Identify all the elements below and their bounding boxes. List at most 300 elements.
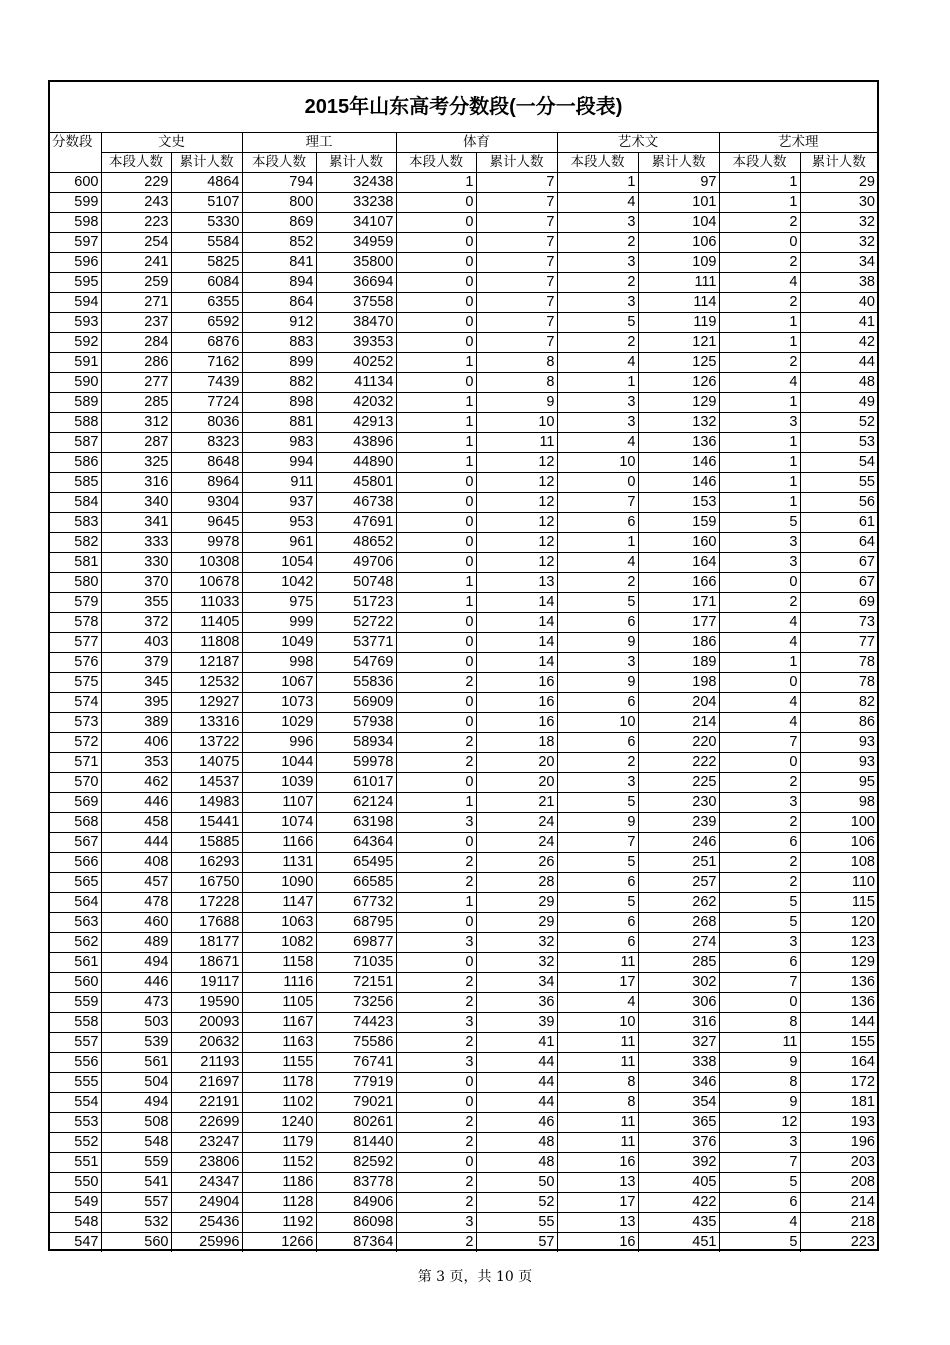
count-cell: 159 bbox=[638, 513, 719, 533]
sub-header-cumulative-count: 累计人数 bbox=[316, 153, 396, 173]
count-cell: 136 bbox=[800, 973, 877, 993]
count-cell: 0 bbox=[396, 253, 476, 273]
table-row bbox=[50, 233, 877, 253]
table-row bbox=[50, 1193, 877, 1213]
table-row bbox=[50, 453, 877, 473]
score-cell: 580 bbox=[50, 573, 101, 593]
count-cell: 54769 bbox=[316, 653, 396, 673]
count-cell: 54 bbox=[800, 453, 877, 473]
count-cell: 3 bbox=[557, 393, 638, 413]
count-cell: 508 bbox=[101, 1113, 171, 1133]
count-cell: 10 bbox=[557, 453, 638, 473]
count-cell: 10 bbox=[557, 713, 638, 733]
table-row bbox=[50, 813, 877, 833]
count-cell: 0 bbox=[396, 1073, 476, 1093]
count-cell: 1105 bbox=[242, 993, 316, 1013]
count-cell: 5 bbox=[557, 593, 638, 613]
score-cell: 576 bbox=[50, 653, 101, 673]
count-cell: 241 bbox=[101, 253, 171, 273]
count-cell: 1 bbox=[557, 373, 638, 393]
count-cell: 100 bbox=[800, 813, 877, 833]
count-cell: 237 bbox=[101, 313, 171, 333]
sub-header-segment-count: 本段人数 bbox=[242, 153, 316, 173]
count-cell: 345 bbox=[101, 673, 171, 693]
count-cell: 1063 bbox=[242, 913, 316, 933]
table-row bbox=[50, 873, 877, 893]
count-cell: 1166 bbox=[242, 833, 316, 853]
table-row bbox=[50, 773, 877, 793]
table-row bbox=[50, 1153, 877, 1173]
count-cell: 77919 bbox=[316, 1073, 396, 1093]
score-cell: 586 bbox=[50, 453, 101, 473]
count-cell: 2 bbox=[396, 993, 476, 1013]
count-cell: 11 bbox=[557, 1113, 638, 1133]
score-cell: 599 bbox=[50, 193, 101, 213]
count-cell: 1158 bbox=[242, 953, 316, 973]
count-cell: 0 bbox=[719, 753, 800, 773]
count-cell: 3 bbox=[719, 793, 800, 813]
count-cell: 243 bbox=[101, 193, 171, 213]
count-cell: 3 bbox=[557, 213, 638, 233]
count-cell: 29 bbox=[800, 173, 877, 193]
count-cell: 72151 bbox=[316, 973, 396, 993]
count-cell: 559 bbox=[101, 1153, 171, 1173]
count-cell: 395 bbox=[101, 693, 171, 713]
count-cell: 994 bbox=[242, 453, 316, 473]
table-row bbox=[50, 913, 877, 933]
count-cell: 42032 bbox=[316, 393, 396, 413]
count-cell: 355 bbox=[101, 593, 171, 613]
count-cell: 1 bbox=[719, 653, 800, 673]
count-cell: 327 bbox=[638, 1033, 719, 1053]
count-cell: 262 bbox=[638, 893, 719, 913]
count-cell: 4 bbox=[719, 1213, 800, 1233]
count-cell: 48652 bbox=[316, 533, 396, 553]
count-cell: 503 bbox=[101, 1013, 171, 1033]
count-cell: 0 bbox=[396, 233, 476, 253]
count-cell: 17688 bbox=[171, 913, 242, 933]
count-cell: 3 bbox=[719, 533, 800, 553]
count-cell: 6 bbox=[557, 913, 638, 933]
count-cell: 14 bbox=[476, 633, 557, 653]
count-cell: 1 bbox=[396, 893, 476, 913]
count-cell: 48 bbox=[800, 373, 877, 393]
count-cell: 0 bbox=[719, 233, 800, 253]
table-row bbox=[50, 333, 877, 353]
count-cell: 146 bbox=[638, 473, 719, 493]
count-cell: 24 bbox=[476, 833, 557, 853]
score-cell: 551 bbox=[50, 1153, 101, 1173]
count-cell: 2 bbox=[719, 773, 800, 793]
count-cell: 84906 bbox=[316, 1193, 396, 1213]
count-cell: 17 bbox=[557, 1193, 638, 1213]
count-cell: 136 bbox=[638, 433, 719, 453]
score-cell: 594 bbox=[50, 293, 101, 313]
count-cell: 40252 bbox=[316, 353, 396, 373]
table-row bbox=[50, 693, 877, 713]
count-cell: 4 bbox=[557, 993, 638, 1013]
table-row bbox=[50, 973, 877, 993]
count-cell: 95 bbox=[800, 773, 877, 793]
score-cell: 574 bbox=[50, 693, 101, 713]
count-cell: 1 bbox=[719, 193, 800, 213]
count-cell: 32 bbox=[800, 213, 877, 233]
count-cell: 19117 bbox=[171, 973, 242, 993]
count-cell: 171 bbox=[638, 593, 719, 613]
count-cell: 346 bbox=[638, 1073, 719, 1093]
count-cell: 104 bbox=[638, 213, 719, 233]
count-cell: 57 bbox=[476, 1233, 557, 1253]
count-cell: 12 bbox=[476, 553, 557, 573]
count-cell: 19590 bbox=[171, 993, 242, 1013]
count-cell: 16750 bbox=[171, 873, 242, 893]
score-cell: 557 bbox=[50, 1033, 101, 1053]
count-cell: 11033 bbox=[171, 593, 242, 613]
table-row bbox=[50, 353, 877, 373]
count-cell: 306 bbox=[638, 993, 719, 1013]
count-cell: 0 bbox=[396, 273, 476, 293]
count-cell: 1178 bbox=[242, 1073, 316, 1093]
count-cell: 101 bbox=[638, 193, 719, 213]
count-cell: 5 bbox=[557, 793, 638, 813]
count-cell: 316 bbox=[638, 1013, 719, 1033]
count-cell: 155 bbox=[800, 1033, 877, 1053]
table-row bbox=[50, 533, 877, 553]
sub-header-cumulative-count: 累计人数 bbox=[476, 153, 557, 173]
count-cell: 52 bbox=[476, 1193, 557, 1213]
count-cell: 53771 bbox=[316, 633, 396, 653]
count-cell: 230 bbox=[638, 793, 719, 813]
count-cell: 225 bbox=[638, 773, 719, 793]
table-row bbox=[50, 313, 877, 333]
count-cell: 462 bbox=[101, 773, 171, 793]
count-cell: 82592 bbox=[316, 1153, 396, 1173]
count-cell: 7162 bbox=[171, 353, 242, 373]
group-header-yishuli: 艺术理 bbox=[719, 133, 877, 153]
count-cell: 0 bbox=[396, 1093, 476, 1113]
count-cell: 10678 bbox=[171, 573, 242, 593]
score-cell: 556 bbox=[50, 1053, 101, 1073]
table-row bbox=[50, 1073, 877, 1093]
count-cell: 937 bbox=[242, 493, 316, 513]
count-cell: 286 bbox=[101, 353, 171, 373]
table-row bbox=[50, 753, 877, 773]
count-cell: 42913 bbox=[316, 413, 396, 433]
count-cell: 458 bbox=[101, 813, 171, 833]
count-cell: 1 bbox=[396, 593, 476, 613]
table-row bbox=[50, 653, 877, 673]
count-cell: 14 bbox=[476, 653, 557, 673]
count-cell: 864 bbox=[242, 293, 316, 313]
count-cell: 1 bbox=[396, 393, 476, 413]
count-cell: 1 bbox=[719, 433, 800, 453]
count-cell: 23247 bbox=[171, 1133, 242, 1153]
count-cell: 899 bbox=[242, 353, 316, 373]
count-cell: 4 bbox=[719, 273, 800, 293]
count-cell: 64 bbox=[800, 533, 877, 553]
count-cell: 983 bbox=[242, 433, 316, 453]
score-cell: 573 bbox=[50, 713, 101, 733]
count-cell: 1082 bbox=[242, 933, 316, 953]
count-cell: 1179 bbox=[242, 1133, 316, 1153]
score-cell: 562 bbox=[50, 933, 101, 953]
count-cell: 56 bbox=[800, 493, 877, 513]
count-cell: 223 bbox=[800, 1233, 877, 1253]
count-cell: 166 bbox=[638, 573, 719, 593]
count-cell: 65495 bbox=[316, 853, 396, 873]
count-cell: 2 bbox=[396, 1113, 476, 1133]
count-cell: 20 bbox=[476, 753, 557, 773]
count-cell: 961 bbox=[242, 533, 316, 553]
count-cell: 7 bbox=[557, 833, 638, 853]
count-cell: 4 bbox=[719, 713, 800, 733]
table-row bbox=[50, 993, 877, 1013]
count-cell: 489 bbox=[101, 933, 171, 953]
count-cell: 0 bbox=[557, 473, 638, 493]
score-cell: 581 bbox=[50, 553, 101, 573]
count-cell: 7439 bbox=[171, 373, 242, 393]
count-cell: 129 bbox=[638, 393, 719, 413]
count-cell: 1054 bbox=[242, 553, 316, 573]
count-cell: 0 bbox=[396, 313, 476, 333]
count-cell: 3 bbox=[557, 293, 638, 313]
count-cell: 341 bbox=[101, 513, 171, 533]
count-cell: 38470 bbox=[316, 313, 396, 333]
score-cell: 579 bbox=[50, 593, 101, 613]
count-cell: 13 bbox=[557, 1213, 638, 1233]
count-cell: 6355 bbox=[171, 293, 242, 313]
count-cell: 196 bbox=[800, 1133, 877, 1153]
count-cell: 0 bbox=[396, 773, 476, 793]
count-cell: 10308 bbox=[171, 553, 242, 573]
count-cell: 254 bbox=[101, 233, 171, 253]
count-cell: 1029 bbox=[242, 713, 316, 733]
count-cell: 16 bbox=[476, 713, 557, 733]
count-cell: 68795 bbox=[316, 913, 396, 933]
count-cell: 63198 bbox=[316, 813, 396, 833]
table-row bbox=[50, 613, 877, 633]
table-body bbox=[50, 173, 877, 1253]
count-cell: 882 bbox=[242, 373, 316, 393]
count-cell: 5107 bbox=[171, 193, 242, 213]
count-cell: 5 bbox=[557, 313, 638, 333]
count-cell: 16 bbox=[476, 693, 557, 713]
count-cell: 144 bbox=[800, 1013, 877, 1033]
table-row bbox=[50, 673, 877, 693]
count-cell: 8 bbox=[476, 373, 557, 393]
count-cell: 9 bbox=[719, 1053, 800, 1073]
count-cell: 28 bbox=[476, 873, 557, 893]
count-cell: 8 bbox=[719, 1013, 800, 1033]
table-row bbox=[50, 1213, 877, 1233]
count-cell: 20 bbox=[476, 773, 557, 793]
count-cell: 123 bbox=[800, 933, 877, 953]
score-cell: 549 bbox=[50, 1193, 101, 1213]
count-cell: 883 bbox=[242, 333, 316, 353]
count-cell: 82 bbox=[800, 693, 877, 713]
score-cell: 552 bbox=[50, 1133, 101, 1153]
count-cell: 86098 bbox=[316, 1213, 396, 1233]
count-cell: 67 bbox=[800, 573, 877, 593]
count-cell: 109 bbox=[638, 253, 719, 273]
count-cell: 3 bbox=[719, 553, 800, 573]
group-header-yishuwen: 艺术文 bbox=[557, 133, 719, 153]
count-cell: 8 bbox=[719, 1073, 800, 1093]
score-cell: 559 bbox=[50, 993, 101, 1013]
count-cell: 494 bbox=[101, 953, 171, 973]
score-cell: 560 bbox=[50, 973, 101, 993]
count-cell: 1 bbox=[396, 353, 476, 373]
count-cell: 23806 bbox=[171, 1153, 242, 1173]
count-cell: 93 bbox=[800, 733, 877, 753]
count-cell: 7 bbox=[719, 733, 800, 753]
count-cell: 11 bbox=[557, 1133, 638, 1153]
count-cell: 16 bbox=[557, 1153, 638, 1173]
count-cell: 13722 bbox=[171, 733, 242, 753]
score-cell: 547 bbox=[74, 1234, 99, 1250]
count-cell: 372 bbox=[101, 613, 171, 633]
count-cell: 14 bbox=[476, 613, 557, 633]
score-cell: 588 bbox=[50, 413, 101, 433]
count-cell: 1049 bbox=[242, 633, 316, 653]
count-cell: 9 bbox=[557, 633, 638, 653]
score-cell: 590 bbox=[50, 373, 101, 393]
count-cell: 29 bbox=[476, 913, 557, 933]
count-cell: 2 bbox=[396, 1133, 476, 1153]
count-cell: 285 bbox=[101, 393, 171, 413]
score-cell: 569 bbox=[50, 793, 101, 813]
count-cell: 392 bbox=[638, 1153, 719, 1173]
count-cell: 44 bbox=[476, 1093, 557, 1113]
count-cell: 10 bbox=[557, 1013, 638, 1033]
count-cell: 12 bbox=[476, 513, 557, 533]
score-cell: 564 bbox=[50, 893, 101, 913]
count-cell: 62124 bbox=[316, 793, 396, 813]
table-row bbox=[50, 593, 877, 613]
count-cell: 25996 bbox=[171, 1233, 242, 1253]
count-cell: 106 bbox=[638, 233, 719, 253]
score-cell: 555 bbox=[50, 1073, 101, 1093]
count-cell: 34 bbox=[476, 973, 557, 993]
count-cell: 29 bbox=[476, 893, 557, 913]
count-cell: 284 bbox=[101, 333, 171, 353]
table-row bbox=[50, 1053, 877, 1073]
count-cell: 12927 bbox=[171, 693, 242, 713]
score-cell: 570 bbox=[50, 773, 101, 793]
count-cell: 48 bbox=[476, 1153, 557, 1173]
score-cell: 600 bbox=[50, 173, 101, 193]
count-cell: 0 bbox=[396, 333, 476, 353]
count-cell: 2 bbox=[396, 1173, 476, 1193]
count-cell: 435 bbox=[638, 1213, 719, 1233]
count-cell: 953 bbox=[242, 513, 316, 533]
count-cell: 24 bbox=[476, 813, 557, 833]
score-cell: 565 bbox=[50, 873, 101, 893]
count-cell: 354 bbox=[638, 1093, 719, 1113]
count-cell: 6 bbox=[719, 953, 800, 973]
count-cell: 3 bbox=[557, 653, 638, 673]
count-cell: 0 bbox=[396, 713, 476, 733]
count-cell: 66585 bbox=[316, 873, 396, 893]
table-row bbox=[50, 1133, 877, 1153]
count-cell: 0 bbox=[396, 513, 476, 533]
count-cell: 2 bbox=[719, 853, 800, 873]
count-cell: 2 bbox=[396, 873, 476, 893]
count-cell: 494 bbox=[101, 1093, 171, 1113]
count-cell: 34107 bbox=[316, 213, 396, 233]
count-cell: 33238 bbox=[316, 193, 396, 213]
count-cell: 32438 bbox=[316, 173, 396, 193]
count-cell: 2 bbox=[719, 593, 800, 613]
count-cell: 120 bbox=[800, 913, 877, 933]
count-cell: 365 bbox=[638, 1113, 719, 1133]
count-cell: 3 bbox=[396, 1213, 476, 1233]
count-cell: 277 bbox=[101, 373, 171, 393]
count-cell: 1 bbox=[557, 533, 638, 553]
count-cell: 61 bbox=[800, 513, 877, 533]
count-cell: 3 bbox=[557, 773, 638, 793]
sub-header-row bbox=[50, 153, 877, 173]
count-cell: 16 bbox=[557, 1233, 638, 1253]
count-cell: 78 bbox=[800, 673, 877, 693]
count-cell: 121 bbox=[638, 333, 719, 353]
count-cell: 4 bbox=[719, 613, 800, 633]
count-cell: 39353 bbox=[316, 333, 396, 353]
count-cell: 5 bbox=[557, 893, 638, 913]
count-cell: 975 bbox=[242, 593, 316, 613]
count-cell: 302 bbox=[638, 973, 719, 993]
count-cell: 36 bbox=[476, 993, 557, 1013]
count-cell: 198 bbox=[638, 673, 719, 693]
count-cell: 52722 bbox=[316, 613, 396, 633]
count-cell: 561 bbox=[101, 1053, 171, 1073]
count-cell: 146 bbox=[638, 453, 719, 473]
count-cell: 1240 bbox=[242, 1113, 316, 1133]
count-cell: 1192 bbox=[242, 1213, 316, 1233]
count-cell: 8964 bbox=[171, 473, 242, 493]
count-cell: 12187 bbox=[171, 653, 242, 673]
count-cell: 3 bbox=[396, 1013, 476, 1033]
count-cell: 11808 bbox=[171, 633, 242, 653]
count-cell: 12 bbox=[476, 473, 557, 493]
count-cell: 13 bbox=[476, 573, 557, 593]
count-cell: 0 bbox=[396, 953, 476, 973]
count-cell: 20632 bbox=[171, 1033, 242, 1053]
table-row bbox=[50, 413, 877, 433]
count-cell: 6 bbox=[719, 1193, 800, 1213]
count-cell: 1 bbox=[719, 473, 800, 493]
table-row bbox=[50, 1233, 877, 1253]
count-cell: 13 bbox=[557, 1173, 638, 1193]
count-cell: 218 bbox=[800, 1213, 877, 1233]
count-cell: 38 bbox=[800, 273, 877, 293]
count-cell: 1074 bbox=[242, 813, 316, 833]
score-cell: 554 bbox=[50, 1093, 101, 1113]
count-cell: 1128 bbox=[242, 1193, 316, 1213]
score-cell: 561 bbox=[50, 953, 101, 973]
table-row bbox=[50, 393, 877, 413]
count-cell: 794 bbox=[242, 173, 316, 193]
count-cell: 251 bbox=[638, 853, 719, 873]
count-cell: 5 bbox=[557, 853, 638, 873]
count-cell: 5 bbox=[719, 893, 800, 913]
count-cell: 0 bbox=[396, 613, 476, 633]
sub-header-cumulative-count: 累计人数 bbox=[638, 153, 719, 173]
count-cell: 532 bbox=[101, 1213, 171, 1233]
count-cell: 473 bbox=[101, 993, 171, 1013]
count-cell: 9304 bbox=[171, 493, 242, 513]
count-cell: 257 bbox=[638, 873, 719, 893]
